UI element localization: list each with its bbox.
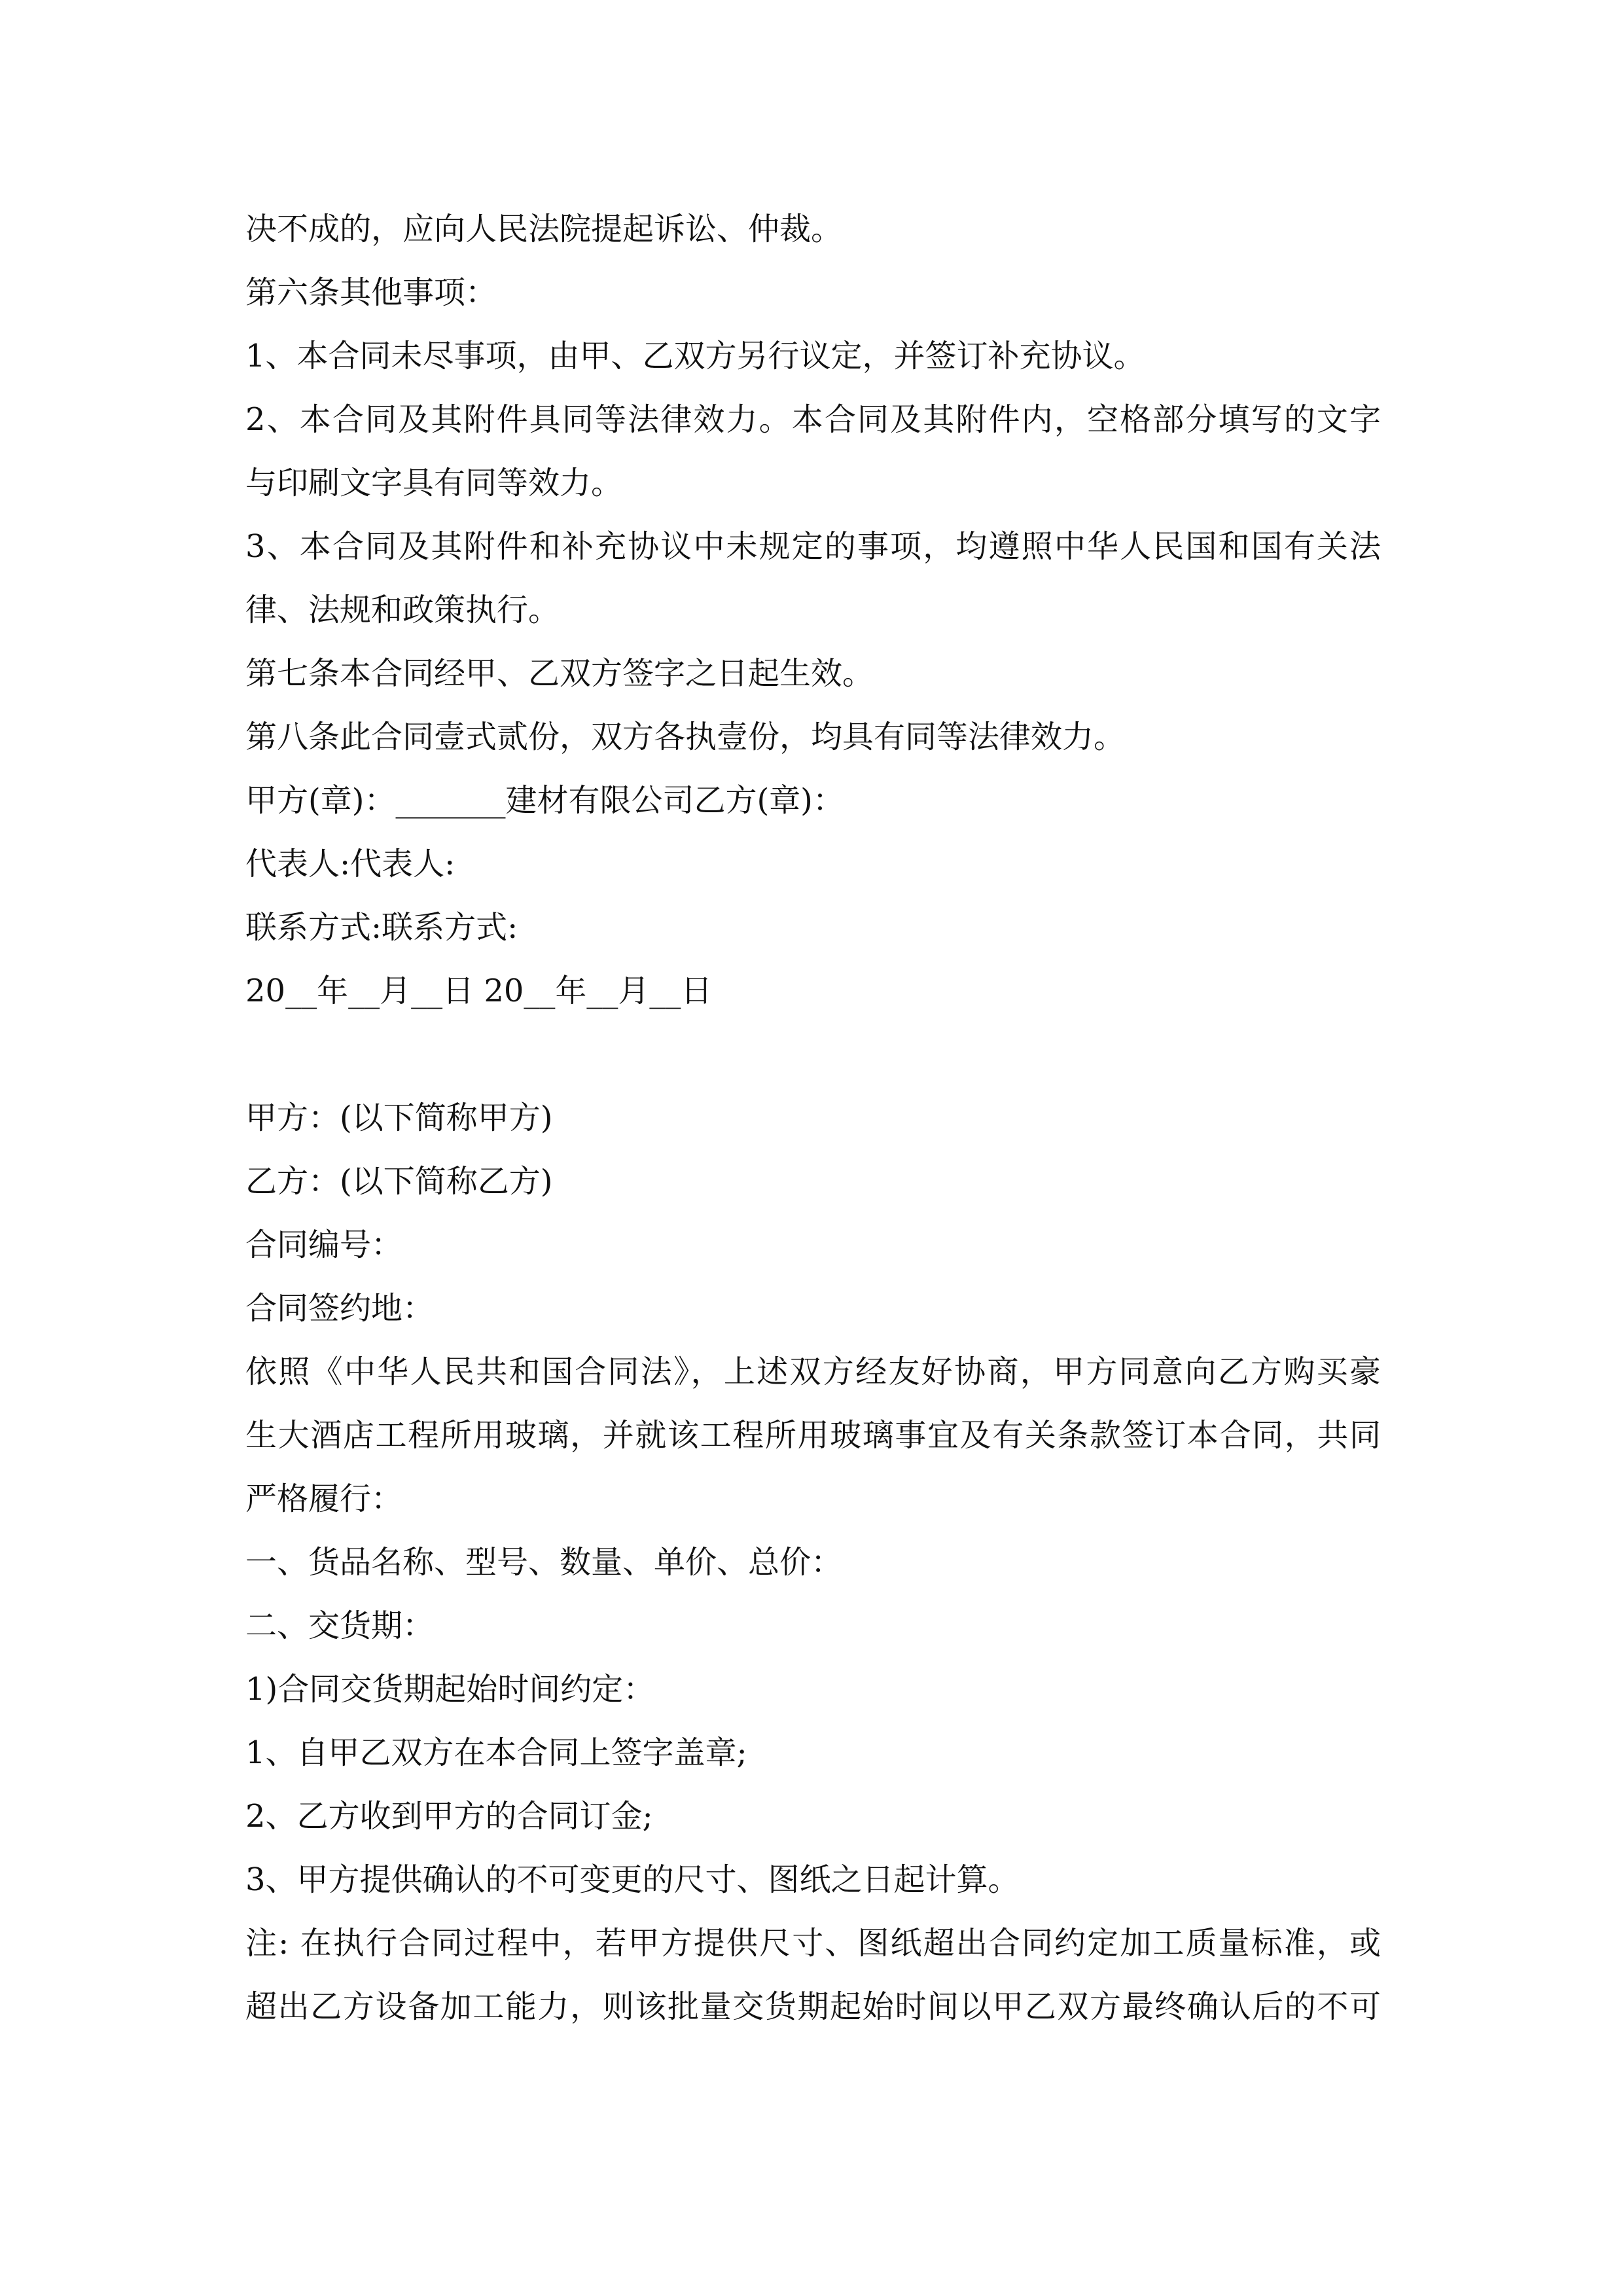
text-line: 3、甲方提供确认的不可变更的尺寸、图纸之日起计算。 [245, 1861, 1020, 1898]
text-line: 2、乙方收到甲方的合同订金; [245, 1798, 653, 1835]
party-line: 甲方：(以下简称甲方) [245, 1100, 553, 1136]
note-line: 注: 在执行合同过程中，若甲方提供尺寸、图纸超出合同约定加工质量标准，或 [245, 1925, 1381, 1962]
date-line: 20__年__月__日 20__年__月__日 [245, 973, 713, 1009]
section-heading: 第七条本合同经甲、乙双方签字之日起生效。 [245, 655, 874, 692]
section-heading: 第六条其他事项： [245, 274, 497, 311]
text-line: 1)合同交货期起始时间约定： [245, 1671, 655, 1708]
signature-line: 代表人:代表人: [245, 846, 455, 882]
contract-number-line: 合同编号： [245, 1227, 403, 1263]
blank-line [245, 1023, 1381, 1086]
section-heading: 一、货品名称、型号、数量、单价、总价： [245, 1544, 843, 1581]
contract-place-line: 合同签约地： [245, 1290, 435, 1327]
text-line: 依照《中华人民共和国合同法》，上述双方经友好协商，甲方同意向乙方购买豪 [245, 1354, 1381, 1390]
text-line: 1、自甲乙双方在本合同上签字盖章; [245, 1734, 747, 1771]
section-heading: 二、交货期： [245, 1607, 435, 1644]
note-line: 超出乙方设备加工能力，则该批量交货期起始时间以甲乙双方最终确认后的不可 [245, 1988, 1381, 2025]
party-line: 乙方：(以下简称乙方) [245, 1163, 553, 1200]
text-line: 2、本合同及其附件具同等法律效力。本合同及其附件内，空格部分填写的文字 [245, 401, 1381, 438]
signature-line: 联系方式:联系方式: [245, 909, 518, 946]
text-line: 严格履行： [245, 1480, 403, 1517]
text-line: 生大酒店工程所用玻璃，并就该工程所用玻璃事宜及有关条款签订本合同，共同 [245, 1417, 1381, 1454]
text-line: 律、法规和政策执行。 [245, 592, 560, 628]
signature-line: 甲方(章)：_______建材有限公司乙方(章)： [245, 782, 844, 819]
section-heading: 第八条此合同壹式贰份，双方各执壹份，均具有同等法律效力。 [245, 719, 1126, 755]
text-line: 1、本合同未尽事项，由甲、乙双方另行议定，并签订补充协议。 [245, 338, 1145, 374]
text-line: 3、本合同及其附件和补充协议中未规定的事项，均遵照中华人民国和国有关法 [245, 528, 1381, 565]
document-body [245, 198, 1381, 2039]
text-line: 与印刷文字具有同等效力。 [245, 465, 623, 501]
text-line: 决不成的，应向人民法院提起诉讼、仲裁。 [245, 211, 843, 247]
